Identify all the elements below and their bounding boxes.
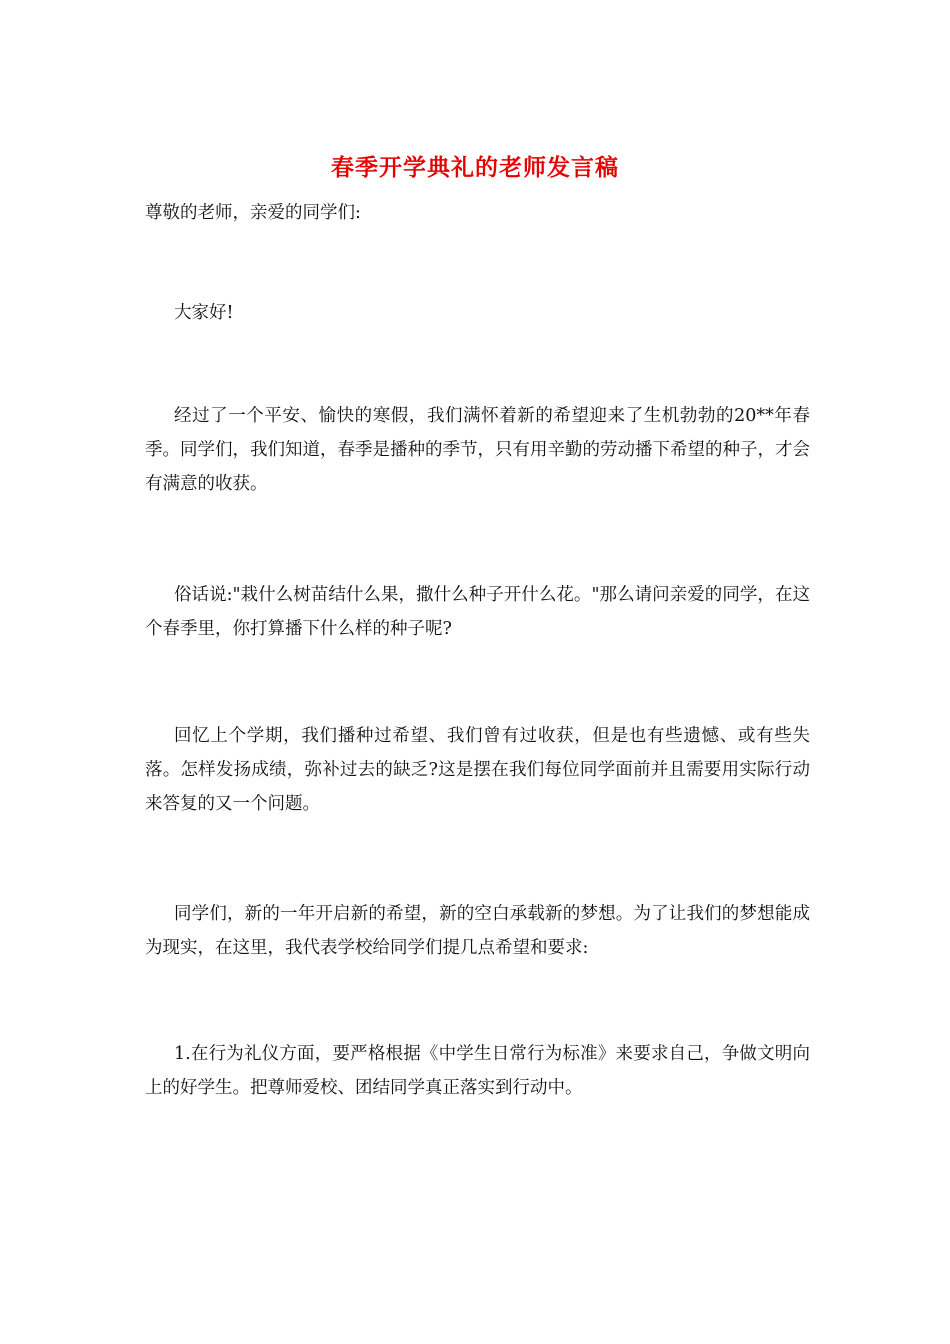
- salutation: 尊敬的老师，亲爱的同学们:: [145, 203, 361, 223]
- paragraph-greeting: 大家好!: [174, 303, 234, 323]
- paragraph-point-1: 1.在行为礼仪方面，要严格根据《中学生日常行为标准》来要求自己，争做文明向上的好学生。把尊师爱校、团结同学真正落实到行动中。: [145, 1044, 810, 1098]
- paragraph-proverb: 俗话说:"栽什么树苗结什么果，撒什么种子开什么花。"那么请问亲爱的同学，在这个春季里，你打算播下什么样的种子呢?: [145, 585, 810, 639]
- document-title: 春季开学典礼的老师发言稿: [331, 154, 619, 181]
- paragraph-reflection: 回忆上个学期，我们播种过希望、我们曾有过收获，但是也有些遗憾、或有些失落。怎样发扬成绩，弥补过去的缺乏?这是摆在我们每位同学面前并且需要用实际行动来答复的又一个问题。: [145, 726, 810, 814]
- paragraph-new-year-hopes: 同学们，新的一年开启新的希望，新的空白承载新的梦想。为了让我们的梦想能成为现实，在这里，我代表学校给同学们提几点希望和要求:: [145, 904, 810, 958]
- paragraph-spring-intro: 经过了一个平安、愉快的寒假，我们满怀着新的希望迎来了生机勃勃的20**年春季。同学们，我们知道，春季是播种的季节，只有用辛勤的劳动播下希望的种子，才会有满意的收获。: [145, 406, 810, 494]
